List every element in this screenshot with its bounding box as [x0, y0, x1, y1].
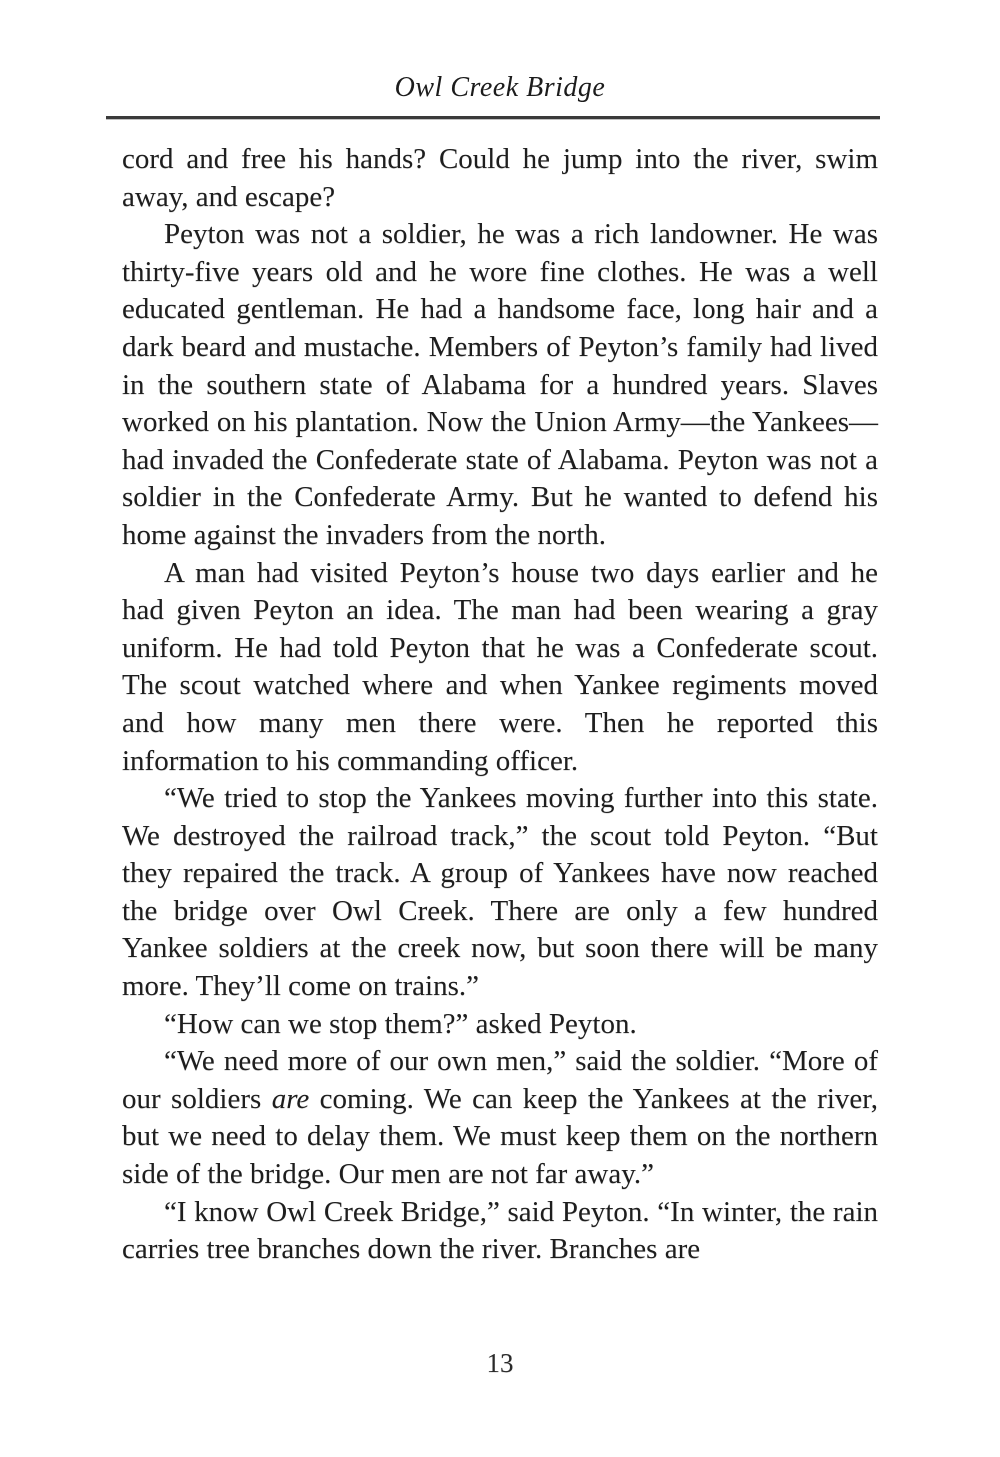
italic-text-run: are: [271, 1082, 310, 1115]
paragraph: [122, 1006, 878, 1044]
text-run: “How can we stop them?” asked Peyton.: [164, 1007, 637, 1040]
text-run: cord and free his hands? Could he jump into the river, swim away, and escape?: [122, 143, 878, 213]
text-run: coming. We can keep the Yankees at the river, but we need to delay them. We must keep them on the northern side of the bridge. Our men are not far away.”: [122, 1082, 879, 1191]
running-header: [0, 72, 1000, 104]
page-number: 13: [486, 1348, 514, 1378]
text-run: “We tried to stop the Yankees moving further into this state. We destroyed the railroad track,” the scout told Peyton. “But they repaired the track. A group of Yankees have now reached the bridge over Owl Creek. There are only a few hundred Yankee soldiers at the creek now, but soon there will be many more. They’ll come on trains.”: [122, 782, 878, 1003]
text-run: “We need more of our own men,” said the soldier. “More of our soldiers: [122, 1045, 878, 1115]
paragraph: [122, 216, 878, 554]
chapter-title: Owl Creek Bridge: [394, 72, 606, 103]
body-text: [122, 141, 878, 1269]
header-rule: [106, 116, 880, 119]
paragraph: [122, 555, 878, 781]
paragraph: [122, 780, 878, 1006]
paragraph: [122, 1194, 878, 1269]
paragraph: [122, 141, 878, 216]
text-run: “I know Owl Creek Bridge,” said Peyton. “In winter, the rain carries tree branches down the river. Branches are: [122, 1195, 878, 1266]
paragraph: [122, 1043, 878, 1193]
text-run: Peyton was not a soldier, he was a rich landowner. He was thirty-five years old and he wore fine clothes. He was a well educated gentleman. He had a handsome face, long hair and a dark beard and mustache. Members of Peyton’s family had lived in the southern state of Alabama for a hundred years. Slaves worked on his plantation. Now the Union Army—the Yankees—had invaded the Confederate state of Alabama. Peyton was not a soldier in the Confederate Army. But he wanted to defend his home against the invaders from the north.: [122, 218, 878, 551]
text-run: A man had visited Peyton’s house two days earlier and he had given Peyton an idea. The man had been wearing a gray uniform. He had told Peyton that he was a Confederate scout. The scout watched where and when Yankee regiments moved and how many men there were. Then he reported this information to his commanding officer.: [122, 556, 878, 777]
